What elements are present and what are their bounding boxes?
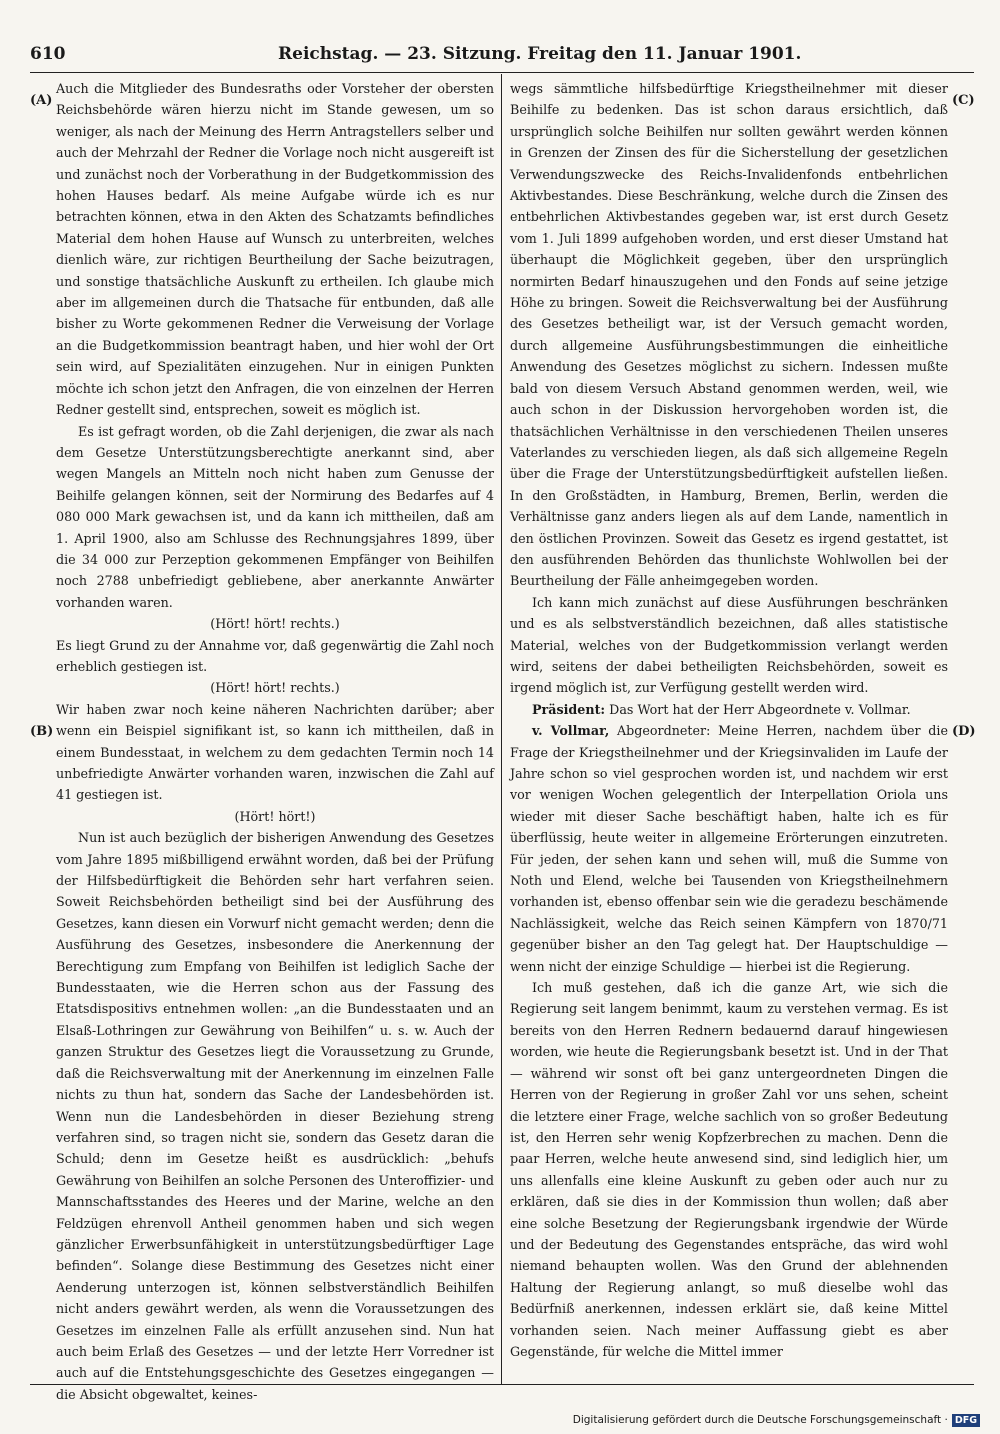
paragraph: Auch die Mitglieder des Bundesraths oder Vorsteher der obersten Reichsbehörde wären hierzu nicht im Stande gewesen, um so weniger, als nach der Meinung des Herrn Antragstellers selber und auch der Mehrzahl der Redner die Vorlage noch nicht ausgereift ist und zunächst noch der Vorberathung in der Budgetkommission des hohen Hauses bedarf. Als meine Aufgabe würde ich es nur betrachten können, etwa in den Akten des Schatzamts befindliches Material dem hohen Hause auf Wunsch zu unterbreiten, welches dienlich wäre, zur richtigen Beurtheilung der Sache beizutragen, und sonstige thatsächliche Auskunft zu ertheilen. Ich glaube mich aber im allgemeinen durch die Thatsache für entbunden, daß alle bisher zu Worte gekommenen Redner die Verweisung der Vorlage an die Budgetkommission beantragt haben, und hier wohl der Ort sein wird, auf Spezialitäten einzugehen. Nur in einigen Punkten möchte ich schon jetzt den Anfragen, die von einzelnen der Herren Redner gestellt sind, entsprechen, soweit es möglich ist. <box>56 81 494 418</box>
paragraph: Es liegt Grund zu der Annahme vor, daß gegenwärtig die Zahl noch erheblich gestiegen ist. <box>56 637 494 674</box>
speaker-name: Präsident: <box>532 701 606 717</box>
paragraph: wegs sämmtliche hilfsbedürftige Kriegstheilnehmer mit dieser Beihilfe zu bedenken. Das ist schon daraus ersichtlich, daß ursprünglich solche Beihilfen nur sollten gewährt werden können in Grenzen der Zinsen des für die Sicherstellung der gesetzlichen Verwendungszwecke des Reichs-Invalidenfonds entbehrlichen Aktivbestandes. Diese Beschränkung, welche durch die Zinsen des entbehrlichen Aktivbestandes gegeben war, ist erst durch Gesetz vom 1. Juli 1899 aufgehoben worden, und erst dieser Umstand hat überhaupt die Möglichkeit gegeben, über den ursprünglich normirten Bedarf hinauszugehen und den Fonds auf seine jetzige Höhe zu bringen. Soweit die Reichsverwaltung bei der Ausführung des Gesetzes betheiligt war, ist der Versuch gemacht worden, durch allgemeine Ausführungsbestimmungen die einheitliche Anwendung des Gesetzes möglichst zu sichern. Indessen mußte bald von diesem Versuch Abstand genommen werden, weil, wie auch schon in der Diskussion hervorgehoben worden ist, die thatsächlichen Verhältnisse in den verschiedenen Theilen unseres Vaterlandes zu verschieden liegen, als daß sich allgemeine Regeln über die Frage der Unterstützungsbedürftigkeit aufstellen ließen. In den Großstädten, in Hamburg, Bremen, Berlin, werden die Verhältnisse ganz anders liegen als auf dem Lande, namentlich in den östlichen Provinzen. Soweit das Gesetz es irgend gestattet, ist den ausführenden Behörden das thunlichste Wohlwollen bei der Beurtheilung der Fälle anheimgegeben worden. <box>510 81 948 589</box>
interjection: (Hört! hört! rechts.) <box>210 680 340 696</box>
paragraph: Nun ist auch bezüglich der bisherigen Anwendung des Gesetzes vom Jahre 1895 mißbilligend erwähnt worden, daß bei der Prüfung der Hilfsbedürftigkeit die Behörden sehr hart verfahren seien. Soweit Reichsbehörden betheiligt sind bei der Ausführung des Gesetzes, kann diesen ein Vorwurf nicht gemacht werden; denn die Ausführung des Gesetzes, insbesondere die Anerkennung der Berechtigung zum Empfang von Beihilfen ist lediglich Sache der Bundesstaaten, wie die Herren schon aus der Fassung des Etatsdispositivs entnehmen wollen: „an die Bundesstaaten und an Elsaß-Lothringen zur Gewährung von Beihilfen“ u. s. w. Auch der ganzen Struktur des Gesetzes liegt die Voraussetzung zu Grunde, daß die Reichsverwaltung mit der Anerkennung im einzelnen Falle nichts zu thun hat, sondern das Sache der Landesbehörden ist. Wenn nun die Landesbehörden in dieser Beziehung streng verfahren sind, so tragen nicht sie, sondern das Gesetz daran die Schuld; denn im Gesetze heißt es ausdrücklich: „behufs Gewährung von Beihilfen an solche Personen des Unteroffizier- und Mannschaftsstandes des Heeres und der Marine, welche an den Feldzügen ehrenvoll Antheil genommen haben und sich wegen gänzlicher Erwerbsunfähigkeit in unterstützungsbedürftiger Lage befinden“. Solange diese Bestimmung des Gesetzes nicht einer Aenderung unterzogen ist, können selbstverständlich Beihilfen nicht anders gewährt werden, als wenn die Voraussetzungen des Gesetzes im einzelnen Falle als erfüllt anzusehen sind. Nun hat auch beim Erlaß des Gesetzes — und der letzte Herr Vorredner ist auch auf die Entstehungsgeschichte des Gesetzes eingegangen — die Absicht obgewaltet, keines- <box>56 830 494 1402</box>
paragraph: Es ist gefragt worden, ob die Zahl derjenigen, die zwar als nach dem Gesetze Unterstützungsberechtigte anerkannt sind, aber wegen Mangels an Mitteln noch nicht haben zum Genusse der Beihilfe gelangen können, seit der Normirung des Bedarfes auf 4 080 000 Mark gewachsen ist, und da kann ich mittheilen, daß am 1. April 1900, also am Schlusse des Rechnungsjahres 1899, über die 34 000 zur Perzeption gekommenen Empfänger von Beihilfen noch 2788 unbefriedigt gebliebene, aber anerkannte Anwärter vorhanden waren. <box>56 423 494 610</box>
dfg-logo: DFG <box>952 1414 980 1427</box>
speech-text: Das Wort hat der Herr Abgeordnete v. Vollmar. <box>609 701 911 717</box>
speaker-paragraph <box>510 720 948 977</box>
interjection: (Hört! hört!) <box>234 808 316 824</box>
speech-text: Abgeordneter: Meine Herren, nachdem über die Frage der Kriegstheilnehmer und der Kriegsinvaliden im Laufe der Jahre schon so viel gesprochen worden ist, und nachdem wir erst vor wenigen Wochen gelegentlich der Interpellation Oriola uns wieder mit dieser Sache beschäftigt haben, halte ich es für überflüssig, heute weiter in allgemeine Erörterungen einzutreten. Für jeden, der sehen kann und sehen will, muß die Summe von Noth und Elend, welche bei Tausenden von Kriegstheilnehmern vorhanden ist, ebenso offenbar sein wie die geradezu beschämende Nachlässigkeit, welche das Reich seinen Kämpfern von 1870/71 gegenüber bisher an den Tag gelegt hat. Der Hauptschuldige — wenn nicht der einzige Schuldige — hierbei ist die Regierung. <box>510 723 948 974</box>
page-header <box>30 44 974 70</box>
right-column <box>510 78 948 1378</box>
footer <box>573 1414 980 1427</box>
paragraph: Wir haben zwar noch keine näheren Nachrichten darüber; aber wenn ein Beispiel signifikant ist, so kann ich mittheilen, daß in einem Bundesstaat, in welchem zu dem gedachten Termin noch 14 unbefriedigte Anwärter vorhanden waren, inzwischen die Zahl auf 41 gestiegen ist. <box>56 701 494 803</box>
paragraph: Ich muß gestehen, daß ich die ganze Art, wie sich die Regierung seit langem benimmt, kaum zu verstehen vermag. Es ist bereits von den Herren Rednern bedauernd darauf hingewiesen worden, wie heute die Regierungsbank besetzt ist. Und in der That — während wir sonst oft bei ganz untergeordneten Dingen die Herren von der Regierung in großer Zahl vor uns sehen, scheint die letztere einer Frage, welche sachlich von so großer Bedeutung ist, den Herren sehr wenig Kopfzerbrechen zu machen. Denn die paar Herren, welche heute anwesend sind, sind lediglich hier, um uns allenfalls eine kleine Auskunft zu geben oder auch nur zu erklären, daß sie dies in der Kommission thun wollen; daß aber eine solche Besetzung der Regierungsbank irgendwie der Würde und der Bedeutung des Gegenstandes entspräche, das wird wohl niemand behaupten wollen. Was den Grund der ablehnenden Haltung der Regierung anlangt, so muß dieselbe wohl das Bedürfniß anerkennen, indessen erklärt sie, daß keine Mittel vorhanden seien. Nach meiner Auffassung giebt es aber Gegenstände, für welche die Mittel immer <box>510 980 948 1359</box>
margin-marker-a: (A) <box>30 93 53 108</box>
footer-rule <box>30 1384 974 1385</box>
column-divider <box>501 74 502 1384</box>
speaker-paragraph <box>510 699 948 720</box>
page-number: 610 <box>30 44 66 64</box>
margin-marker-c: (C) <box>952 93 975 108</box>
header-rule <box>30 72 974 73</box>
running-title: Reichstag. — 23. Sitzung. Freitag den 11. Januar 1901. <box>278 44 802 64</box>
funding-note: Digitalisierung gefördert durch die Deutsche Forschungsgemeinschaft · <box>572 1414 948 1426</box>
speaker-name: v. Vollmar, <box>532 723 610 739</box>
paragraph: Ich kann mich zunächst auf diese Ausführungen beschränken und es als selbstverständlich bezeichnen, daß alles statistische Material, welches von der Budgetkommission verlangt werden wird, seitens der dabei betheiligten Reichsbehörden, soweit es irgend möglich ist, zur Verfügung gestellt werden wird. <box>510 594 948 696</box>
interjection: (Hört! hört! rechts.) <box>210 616 340 632</box>
left-column <box>56 78 494 1402</box>
margin-marker-b: (B) <box>30 724 54 739</box>
margin-marker-d: (D) <box>952 724 976 739</box>
